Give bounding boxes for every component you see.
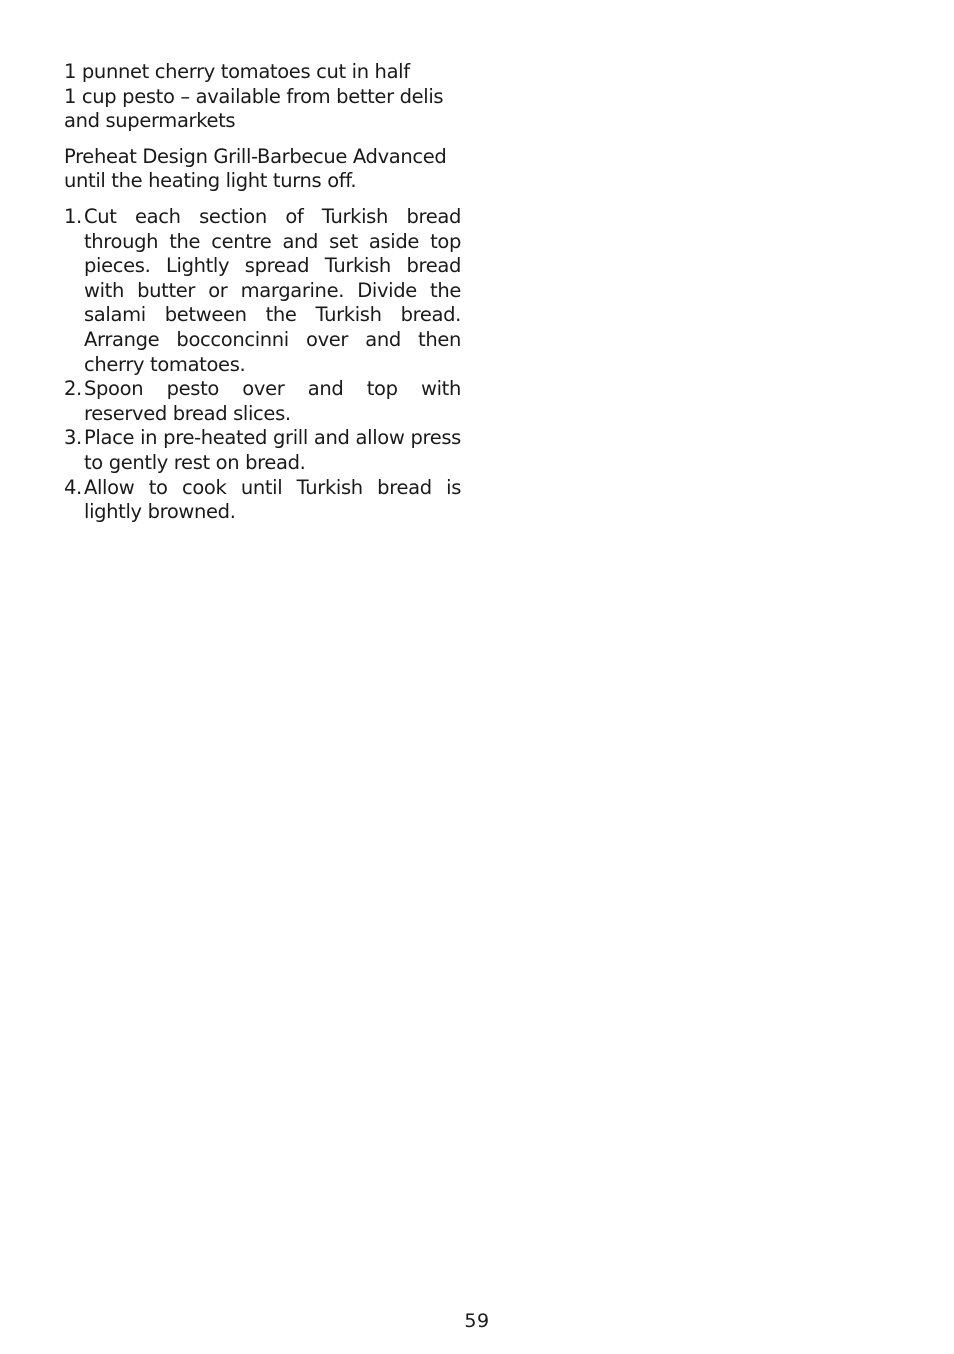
step-text: Cut each section of Turkish bread through the centre and set aside top pieces. Lightly spread Turkish bread with butter or margarine. Divide the salami between the Turkish bread. Arrange bocconcinni over and then cherry tomatoes. (84, 204, 461, 376)
method-step (64, 476, 461, 525)
step-text: Spoon pesto over and top with reserved bread slices. (84, 377, 461, 425)
page-number: 59 (464, 1310, 490, 1332)
step-text: Place in pre-heated grill and allow press to gently rest on bread. (84, 426, 461, 474)
recipe-column (64, 60, 461, 525)
method-step (64, 377, 461, 426)
step-number: 4. (64, 475, 82, 499)
step-text: Allow to cook until Turkish bread is lightly browned. (84, 475, 461, 524)
method-step (64, 205, 461, 377)
step-number: 2. (64, 377, 82, 401)
ingredient-line: 1 cup pesto – available from better delis and supermarkets (64, 84, 444, 133)
step-number: 1. (64, 204, 82, 228)
ingredient-line: 1 punnet cherry tomatoes cut in half (64, 60, 410, 83)
method-steps (64, 205, 461, 525)
step-number: 3. (64, 426, 82, 450)
method-step (64, 426, 461, 475)
preheat-instruction: Preheat Design Grill-Barbecue Advanced until the heating light turns off. (64, 144, 447, 193)
